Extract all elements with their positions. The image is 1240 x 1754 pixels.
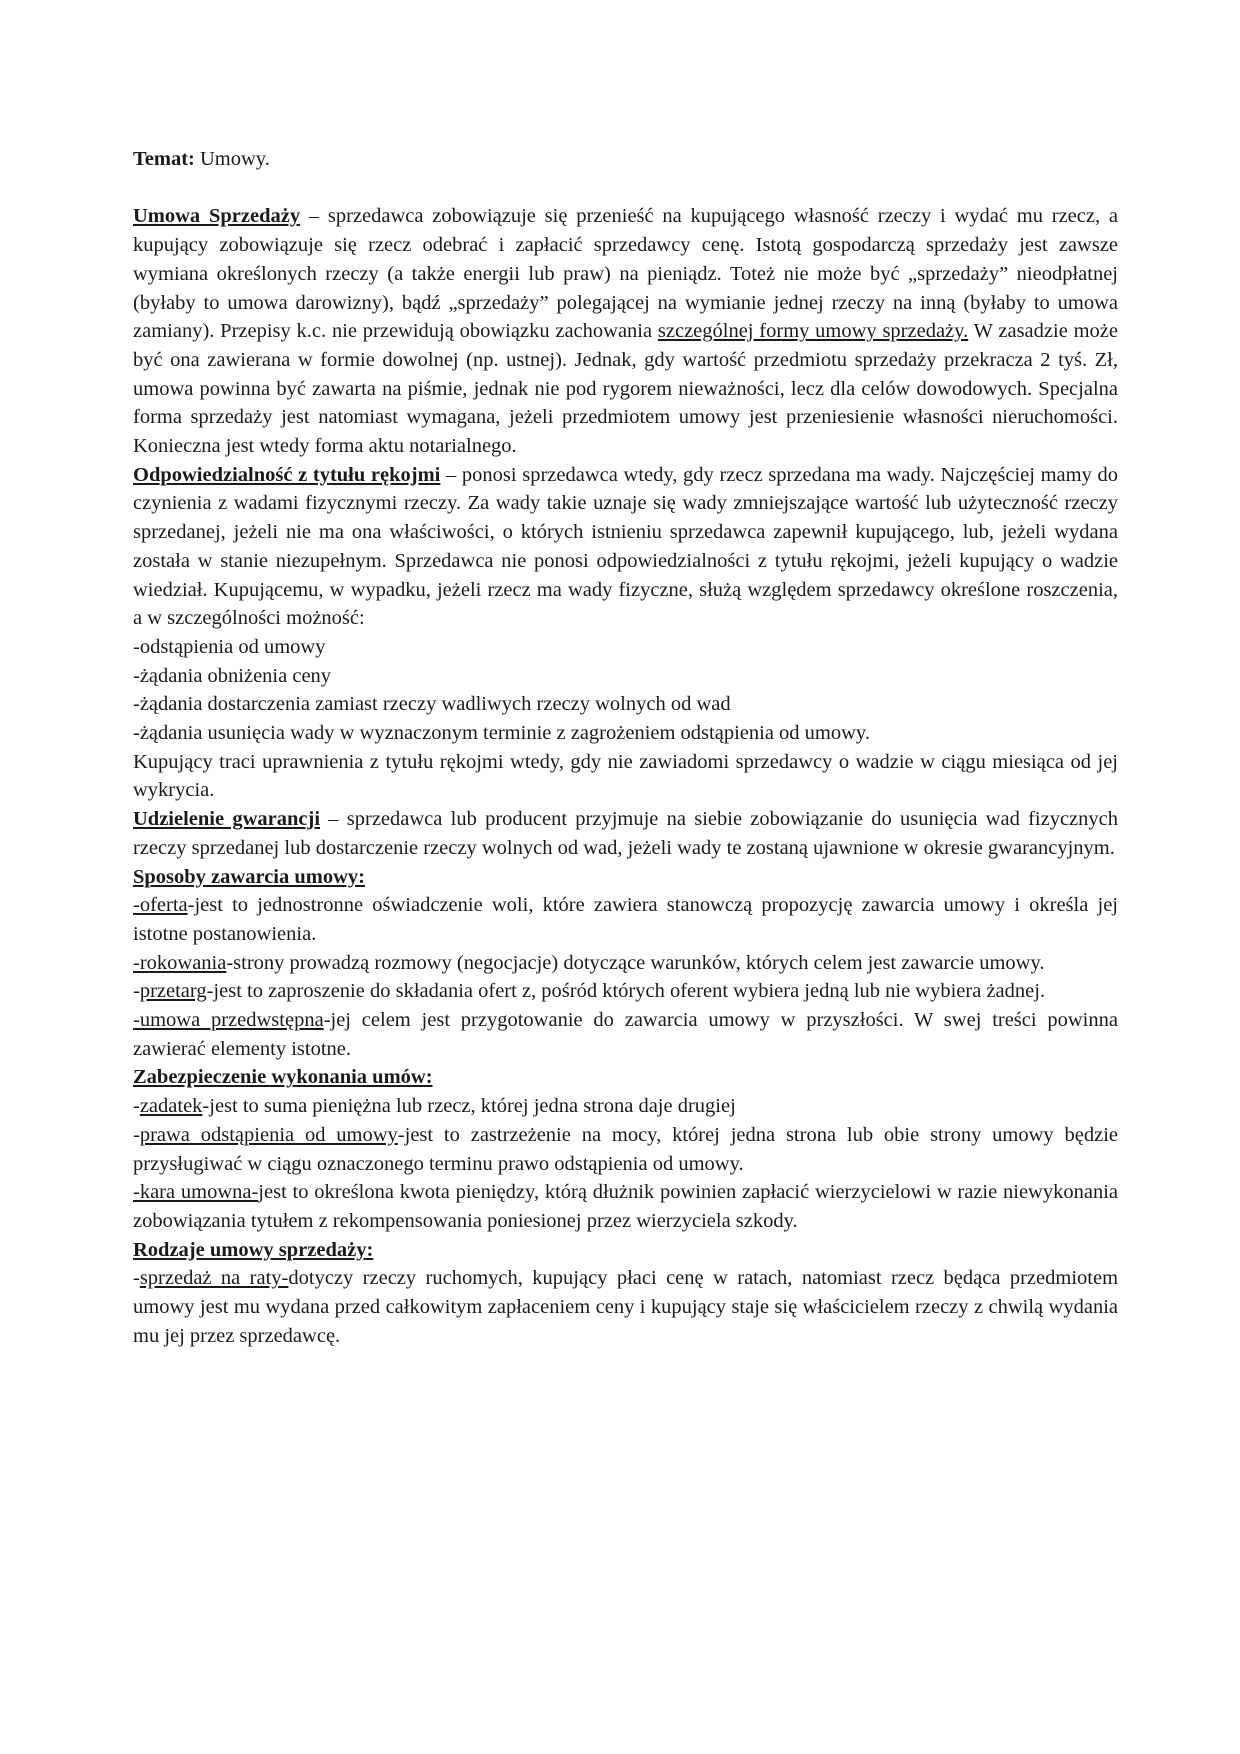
sale-type-text: dotyczy rzeczy ruchomych, kupujący płaci cenę w ratach, natomiast rzecz będąca przedmiotem umowy jest mu wydana przed całkowitym zapłaceniem ceny i kupujący staje się właścicielem rzeczy z chwilą wydania mu jej przez sprzedawcę.	[133, 1267, 1119, 1347]
topic-text: Umowy.	[194, 148, 270, 170]
securing-term: prawa odstąpienia od umowy	[139, 1123, 398, 1146]
sale-type-term: sprzedaż na raty-	[139, 1267, 289, 1290]
sale-paragraph	[133, 202, 1118, 460]
securing-prefix: -	[133, 1095, 140, 1118]
conclusion-methods-heading: Sposoby zawarcia umowy:	[133, 865, 365, 888]
warranty-liability-text: – ponosi sprzedawca wtedy, gdy rzecz sprzedana ma wady. Najczęściej mamy do czynienia z wadami fizycznymi rzeczy. Za wady takie uznaje się wady zmniejszające wartość lub użyteczność rzeczy sprzedanej, jeżeli nie ma ona właściwości, o których istnieniu sprzedawca zapewnił kupującego, lub, jeżeli wydana została w stanie niezupełnym. Sprzedawca nie ponosi odpowiedzialności z tytułu rękojmi, jeżeli kupujący o wadzie wiedział. Kupującemu, w wypadku, jeżeli rzecz ma wady fizyczne, służą względem sprzedawcy określone roszczenia, a w szczególności możność:	[133, 463, 1118, 630]
sale-term: Umowa Sprzedaży	[133, 205, 301, 228]
warranty-claim-item: -żądania usunięcia wady w wyznaczonym terminie z zagrożeniem odstąpienia od umowy.	[133, 722, 870, 745]
securing-text: -jest to suma pieniężna lub rzecz, której jedna strona daje drugiej	[202, 1095, 736, 1118]
warranty-claim-item: -żądania obniżenia ceny	[133, 664, 332, 687]
document-page	[133, 145, 1118, 1351]
conclusion-method-item	[133, 1006, 1118, 1063]
method-text: -jest to jednostronne oświadczenie woli, które zawiera stanowczą propozycję zawarcia umowy i określa jej istotne postanowienia.	[133, 894, 1118, 945]
securing-item	[133, 1178, 1118, 1235]
method-text: -jest to zaproszenie do składania ofert z, pośród których oferent wybiera jedną lub nie wybiera żadnej.	[206, 980, 1046, 1003]
sale-form-link: szczególnej formy umowy sprzedaży.	[657, 320, 969, 343]
guarantee-text: – sprzedawca lub producent przyjmuje na siebie zobowiązanie do usunięcia wad fizycznych rzeczy sprzedanej lub dostarczenie rzeczy wolnych od wad, jeżeli wady te zostaną ujawnione w okresie gwarancyjnym.	[133, 808, 1118, 859]
warranty-claim-item: -odstąpienia od umowy	[133, 635, 326, 658]
method-text: -jej celem jest przygotowanie do zawarcia umowy w przyszłości. W swej treści powinna zawierać elementy istotne.	[133, 1009, 1118, 1060]
securing-text: jest to określona kwota pieniędzy, którą dłużnik powinien zapłacić wierzycielowi w razie niewykonania zobowiązania tytułem z rekompensowania poniesionej przez wierzyciela szkody.	[133, 1181, 1118, 1232]
topic-label: Temat:	[133, 148, 195, 170]
method-term: -oferta	[133, 894, 188, 917]
securing-term: zadatek	[139, 1095, 203, 1118]
securing-term: -kara umowna-	[133, 1181, 259, 1204]
conclusion-method-item	[133, 977, 1118, 1006]
sale-types-heading: Rodzaje umowy sprzedaży:	[133, 1238, 374, 1261]
sale-type-item	[133, 1264, 1118, 1350]
securing-item	[133, 1121, 1118, 1178]
topic-line	[133, 145, 1118, 174]
securing-text: -jest to zastrzeżenie na mocy, której jedna strona lub obie strony umowy będzie przysługiwać w ciągu oznaczonego terminu prawo odstąpienia od umowy.	[133, 1123, 1118, 1175]
sale-type-prefix: -	[133, 1267, 140, 1290]
guarantee-paragraph	[133, 805, 1118, 862]
sale-text-1: – sprzedawca zobowiązuje się przenieść na kupującego własność rzeczy i wydać mu rzecz, a kupujący zobowiązuje się rzecz odebrać i zapłacić sprzedawcy cenę. Istotą gospodarczą sprzedaży jest zawsze wymiana określonych rzeczy (a także energii lub praw) na pieniądz. Toteż nie może być „sprzedaży” nieodpłatnej (byłaby to umowa darowizny), bądź „sprzedaży” polegającej na wymianie jednej rzeczy na inną (byłaby to umowa zamiany). Przepisy k.c. nie przewidują obowiązku zachowania	[133, 205, 1118, 343]
sale-text-2: W zasadzie może być ona zawierana w formie dowolnej (np. ustnej). Jednak, gdy wartość przedmiotu sprzedaży przekracza 2 tyś. Zł, umowa powinna być zawarta na piśmie, jednak nie pod rygorem nieważności, lecz dla celów dowodowych. Specjalna forma sprzedaży jest natomiast wymagana, jeżeli przedmiotem umowy jest przeniesienie własności nieruchomości. Konieczna jest wtedy forma aktu notarialnego.	[133, 320, 1118, 458]
method-term: -umowa przedwstępna	[133, 1009, 324, 1032]
warranty-closing: Kupujący traci uprawnienia z tytułu rękojmi wtedy, gdy nie zawiadomi sprzedawcy o wadzie w ciągu miesiąca od jej wykrycia.	[133, 750, 1118, 802]
securing-prefix: -	[133, 1123, 140, 1146]
warranty-liability-term: Odpowiedzialność z tytułu rękojmi	[133, 463, 441, 486]
method-prefix: -	[133, 980, 140, 1003]
warranty-claim-item: -żądania dostarczenia zamiast rzeczy wadliwych rzeczy wolnych od wad	[133, 693, 731, 716]
securing-heading: Zabezpieczenie wykonania umów:	[133, 1066, 433, 1089]
method-term: -rokowania	[133, 951, 227, 974]
method-text: -strony prowadzą rozmowy (negocjacje) dotyczące warunków, których celem jest zawarcie umowy.	[226, 951, 1045, 974]
method-term: przetarg	[139, 980, 207, 1003]
conclusion-method-item	[133, 891, 1118, 948]
conclusion-method-item	[133, 949, 1118, 978]
guarantee-term: Udzielenie gwarancji	[133, 808, 321, 831]
securing-item	[133, 1092, 1118, 1121]
warranty-liability-paragraph	[133, 461, 1118, 633]
